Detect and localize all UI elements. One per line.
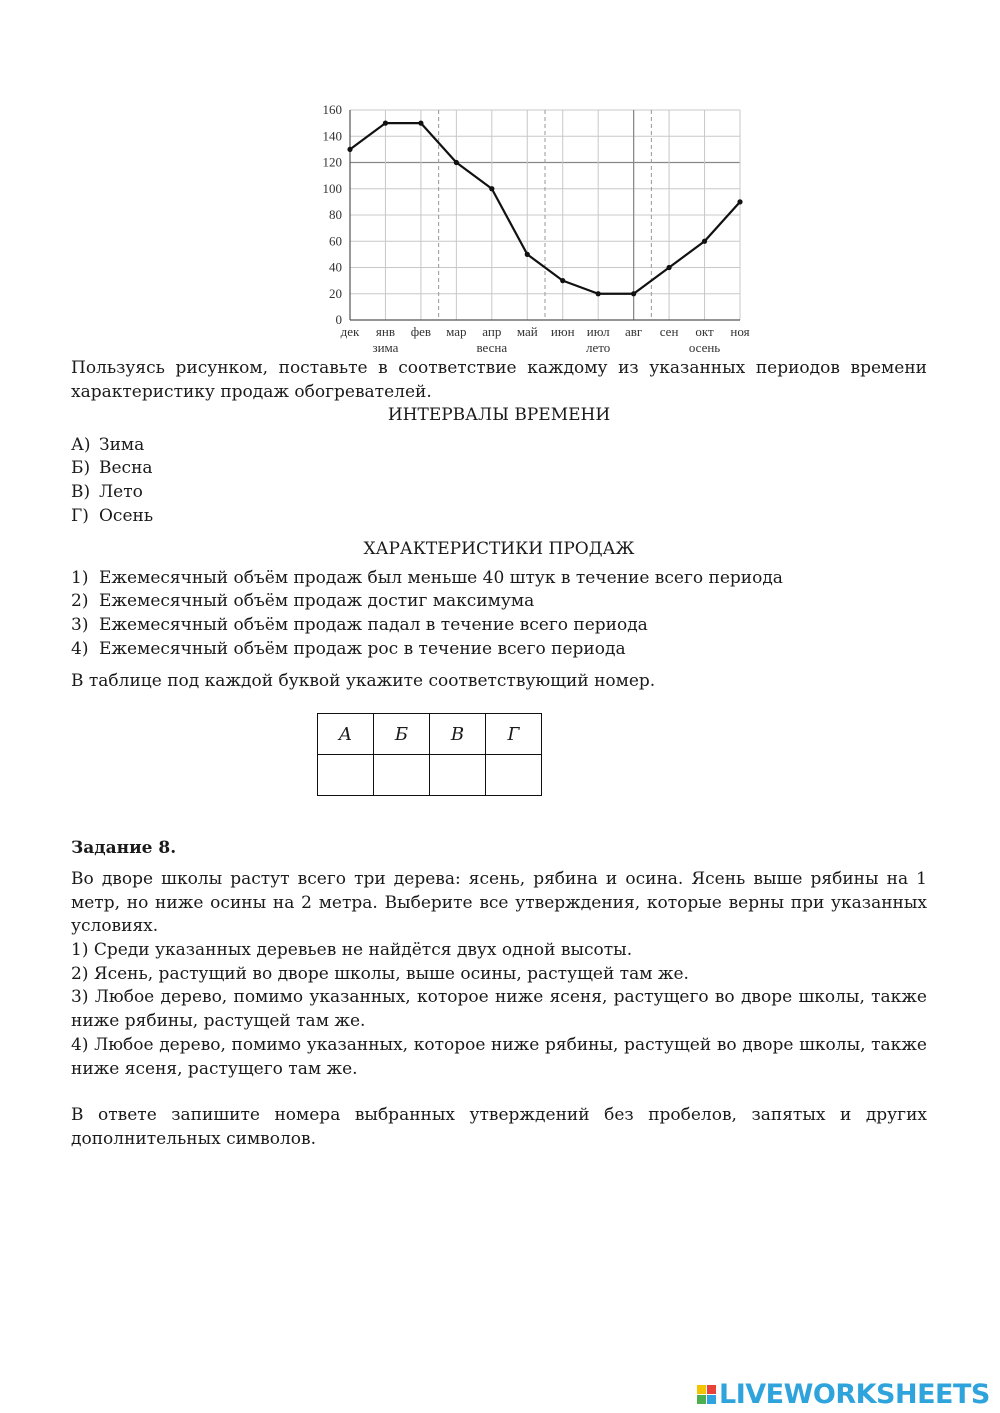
data-point [347,147,352,152]
interval-item [71,434,144,458]
characteristic-item [71,590,534,614]
interval-item [71,457,153,481]
characteristic-label: 4) [71,639,89,659]
x-tick-label: янв [375,324,395,339]
y-tick-label: 20 [329,285,342,301]
season-label: осень [688,340,721,355]
data-point [666,265,671,270]
data-point [454,160,459,165]
interval-label: А) [71,435,91,455]
task8-statement: 1) Среди указанных деревьев не найдётся двух одной высоты. [71,940,633,960]
x-tick-label: дек [340,324,360,339]
data-point [702,239,707,244]
task8-intro: Во дворе школы растут всего три дерева: ясень, рябина и осина. Ясень выше рябины на 1 метр, но ниже осины на 2 метра. Выберите все утверждения, которые верны при указанных условиях. [71,869,927,936]
data-point [418,121,423,126]
characteristic-text: Ежемесячный объём продаж был меньше 40 штук в течение всего периода [99,568,783,588]
logo-mark-icon [697,1385,716,1404]
task8-statement: 2) Ясень, растущий во дворе школы, выше осины, растущей там же. [71,964,689,984]
season-labels [372,340,720,355]
data-point [489,186,494,191]
characteristic-label: 1) [71,568,89,588]
y-tick-label: 160 [322,102,342,117]
interval-text: Зима [99,435,145,455]
y-tick-label: 120 [322,154,342,170]
x-tick-label: мар [446,324,467,339]
interval-text: Лето [99,482,143,502]
x-tick-label: апр [482,324,502,339]
task8-statement: 3) Любое дерево, помимо указанных, которое ниже ясеня, растущего во дворе школы, также ниже рябины, растущей там же. [71,987,927,1031]
logo-mark-cell [697,1385,706,1394]
x-axis-ticks [341,324,750,339]
y-tick-label: 100 [322,180,342,196]
x-tick-label: июн [550,324,575,339]
y-axis-ticks [323,102,343,327]
logo-text: LIVEWORKSHEETS [719,1378,990,1410]
characteristic-item [71,638,626,662]
x-tick-label: сен [659,324,679,339]
characteristic-text: Ежемесячный объём продаж падал в течение всего периода [99,615,648,635]
y-tick-label: 80 [329,207,342,222]
season-label: зима [372,340,399,355]
y-tick-label: 0 [335,312,342,327]
characteristics-title: ХАРАКТЕРИСТИКИ ПРОДАЖ [363,539,635,559]
logo-mark-cell [707,1395,716,1404]
characteristic-item [71,567,783,591]
logo-mark-cell [697,1395,706,1404]
x-tick-label: авг [625,324,643,339]
x-tick-label: ноя [730,324,750,339]
characteristic-text: Ежемесячный объём продаж достиг максимума [99,591,535,611]
interval-item [71,505,153,529]
interval-item [71,481,143,505]
interval-label: Г) [71,506,89,526]
season-label: весна [476,340,508,355]
interval-text: Осень [99,506,154,526]
x-tick-label: окт [695,324,714,339]
logo-mark-cell [707,1385,716,1394]
x-tick-label: июл [586,324,610,339]
answer-header-g: Г [486,714,542,755]
x-tick-label: фев [410,324,432,339]
task8-answer-instruction: В ответе запишите номера выбранных утверждений без пробелов, запятых и других дополнительных символов. [71,1105,927,1149]
data-point [560,278,565,283]
season-label: лето [586,340,611,355]
answer-cell-g[interactable] [486,755,542,796]
answer-header-a: А [318,714,374,755]
data-point [525,252,530,257]
liveworksheets-logo [697,1378,990,1410]
answer-cell-v[interactable] [430,755,486,796]
interval-text: Весна [99,458,153,478]
characteristic-item [71,614,648,638]
characteristic-text: Ежемесячный объём продаж рос в течение всего периода [99,639,626,659]
answer-header-b: Б [374,714,430,755]
y-tick-label: 40 [329,259,342,275]
characteristic-label: 3) [71,615,89,635]
data-point [737,199,742,204]
data-point [596,291,601,296]
answer-header-v: В [430,714,486,755]
sales-line-chart [305,98,770,360]
task8-title: Задание 8. [71,838,177,858]
intervals-title: ИНТЕРВАЛЫ ВРЕМЕНИ [387,405,611,425]
answer-table-header-row [318,714,542,755]
interval-label: Б) [71,458,91,478]
data-point [631,291,636,296]
table-instruction: В таблице под каждой буквой укажите соответствующий номер. [71,671,656,691]
y-tick-label: 140 [322,128,342,144]
answer-cell-b[interactable] [374,755,430,796]
y-tick-label: 60 [329,233,342,249]
interval-label: В) [71,482,91,502]
answer-table [317,713,542,796]
answer-table-input-row [318,755,542,796]
data-point [383,121,388,126]
characteristic-label: 2) [71,591,89,611]
task7-instruction: Пользуясь рисунком, поставьте в соответствие каждому из указанных периодов времени характеристику продаж обогревателей. [71,358,927,402]
chart-grid [350,110,740,320]
x-tick-label: май [516,324,538,339]
answer-cell-a[interactable] [318,755,374,796]
task8-statement: 4) Любое дерево, помимо указанных, которое ниже рябины, растущей во дворе школы, также ниже ясеня, растущего там же. [71,1035,927,1079]
